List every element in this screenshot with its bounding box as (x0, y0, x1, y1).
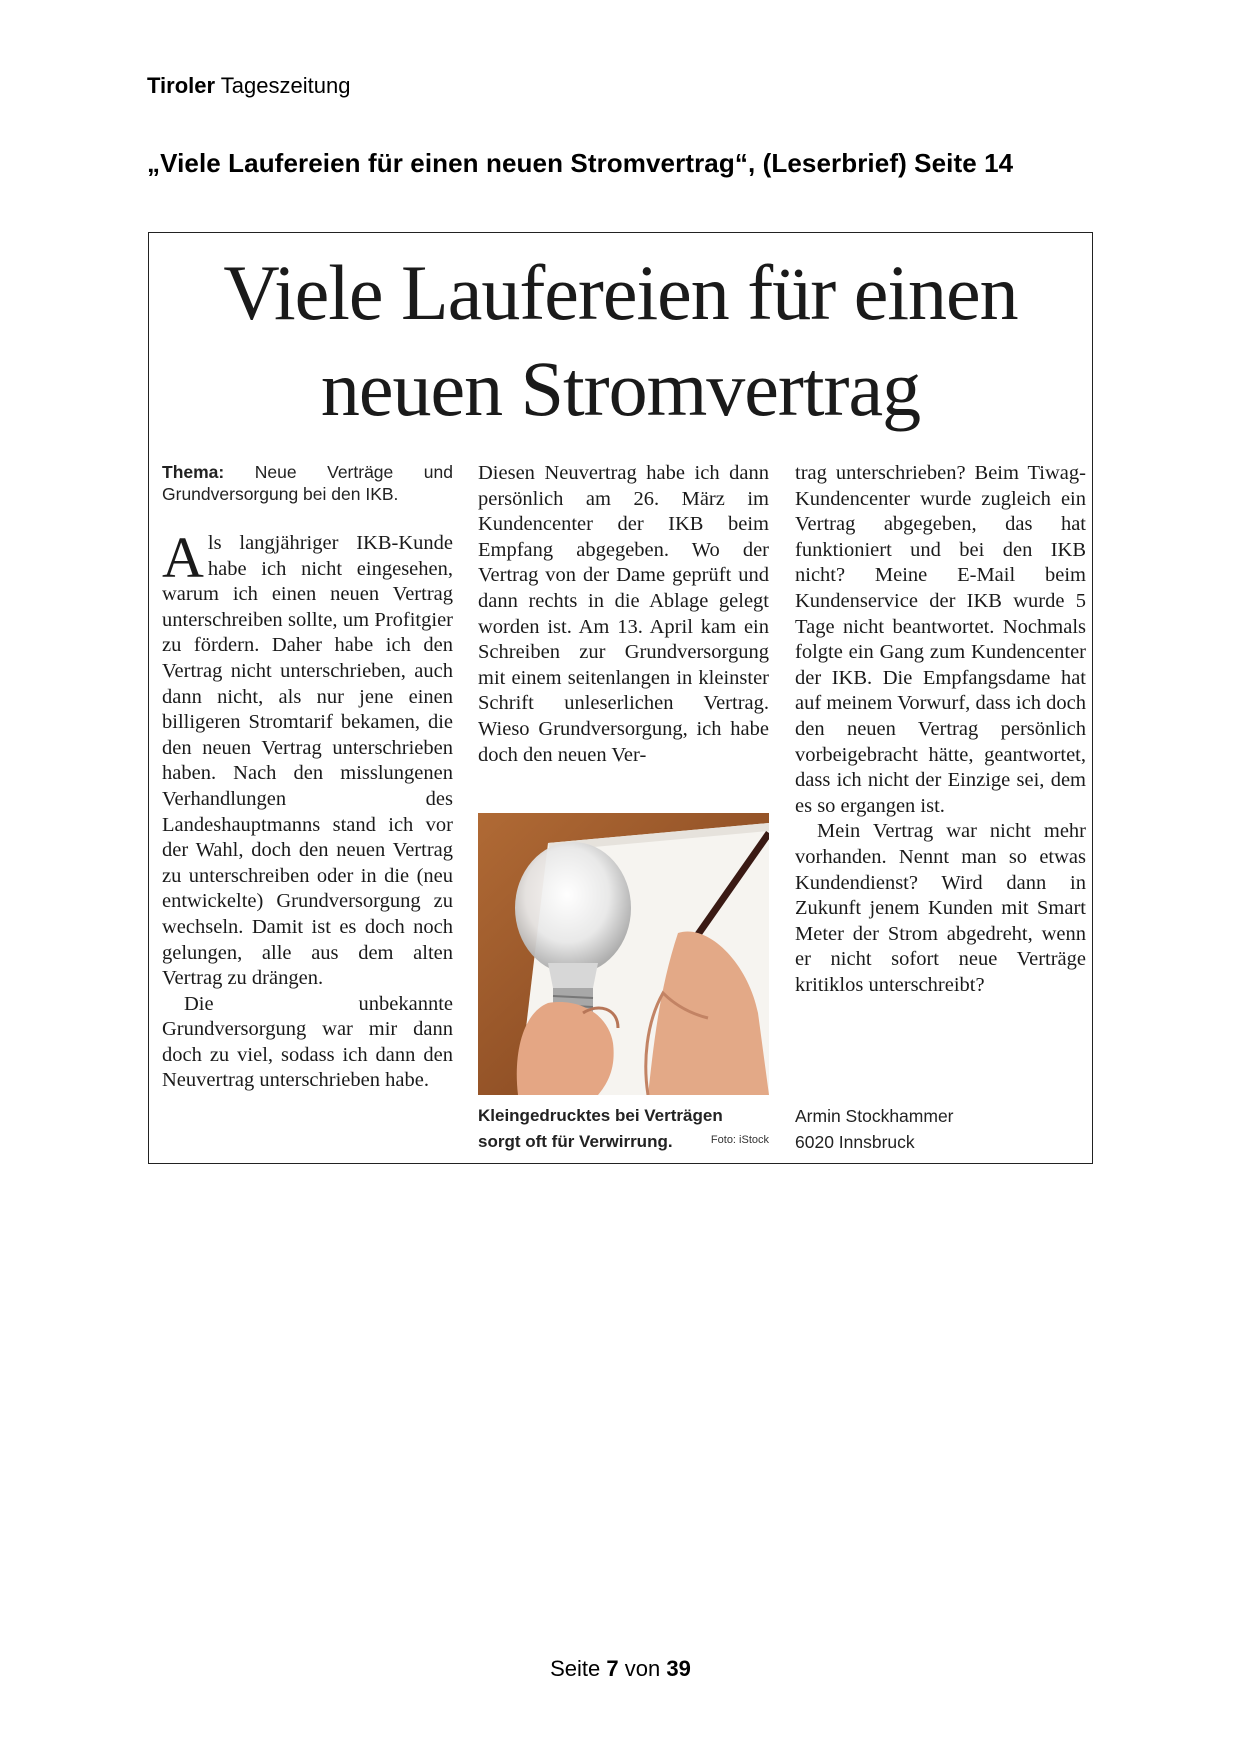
paragraph-3-part-2: trag unterschrieben? Beim Tiwag-Kundencenter wurde zugleich ein Vertrag abgegeben, das hat funktioniert und bei den IKB nicht? Meine E-Mail beim Kundenservice der IKB wurde 5 Tage nicht beantwortet. Nochmals folgte ein Gang zum Kundencenter der IKB. Die Empfangsdame hat auf meinem Vorwurf, dass ich doch den neuen Vertrag persönlich vorbeigebracht hätte, geantwortet, dass ich nicht der Einzige sei, dem es so ergangen ist. (795, 462, 1086, 817)
page-number-current: 7 (606, 1656, 619, 1681)
author-city: 6020 Innsbruck (795, 1132, 915, 1152)
publication-name-regular: Tageszeitung (220, 73, 351, 98)
page-number-prefix: Seite (550, 1656, 601, 1681)
article-title-line-2: neuen Stromvertrag (320, 345, 921, 432)
thema-text: Neue Verträge und Grundversorgung bei den IKB. (162, 462, 453, 504)
article-column-1 (162, 461, 453, 1094)
paragraph-1 (162, 525, 453, 992)
author-signature (795, 1103, 1086, 1155)
newspaper-clipping (148, 232, 1093, 1164)
paragraph-2: Die unbekannte Grundversorgung war mir dann doch zu viel, sodass ich dann den Neuvertrag unterschrieben habe. (162, 992, 453, 1092)
publication-name (147, 73, 350, 99)
thema-label: Thema: (162, 462, 225, 482)
page-number-middle: von (624, 1656, 661, 1681)
paragraph-3-part-1: Diesen Neuvertrag habe ich dann persönlich am 26. März im Kundencenter der IKB beim Empfang abgegeben. Wo der Vertrag von der Dame geprüft und dann rechts in die Ablage gelegt worden ist. Am 13. April kam ein Schreiben zur Grundversorgung mit einem seitenlangen in kleinster Schrift unleserlichen Vertrag. Wieso Grundversorgung, ich habe doch den neuen Ver- (478, 462, 769, 766)
author-name: Armin Stockhammer (795, 1106, 954, 1126)
article-reference-headline: „Viele Laufereien für einen neuen Stromvertrag“, (Leserbrief) Seite 14 (147, 148, 1014, 178)
article-column-3 (795, 461, 1086, 998)
photo-caption-text: Kleingedrucktes bei Verträgen sorgt oft für Verwirrung. (478, 1106, 723, 1151)
article-column-2 (478, 461, 769, 768)
page-number (0, 1656, 1241, 1682)
photo-credit: Foto: iStock (710, 1134, 769, 1146)
drop-cap: A (162, 525, 204, 590)
publication-name-bold: Tiroler (147, 73, 216, 98)
article-title (149, 245, 1092, 437)
page-number-total: 39 (666, 1656, 691, 1681)
article-title-line-1: Viele Laufereien für einen (223, 249, 1018, 336)
paragraph-1-text: ls langjähriger IKB-Kunde habe ich nicht eingesehen, warum ich einen neuen Vertrag unterschreiben sollte, um Profitgier zu fördern. Daher habe ich den Vertrag nicht unterschrieben, auch dann nicht, als nur jene einen billigeren Stromtarif bekamen, die den neuen Vertrag unterschrieben haben. Nach den misslungenen Verhandlungen des Landeshauptmanns stand ich vor der Wahl, doch den neuen Vertrag zu unterschreiben oder in die (neu entwickelte) Grundversorgung zu wechseln. Damit ist es doch noch gelungen, alle aus dem alten Vertrag zu drängen. (162, 532, 453, 990)
lightbulb-photo-image (478, 813, 769, 1095)
photo-caption (478, 1103, 769, 1155)
paragraph-4: Mein Vertrag war nicht mehr vorhanden. Nennt man so etwas Kundendienst? Wird dann in Zukunft jenem Kunden mit Smart Meter der Strom abgedreht, wenn er nicht sofort neue Verträge kritiklos unterschreibt? (795, 820, 1086, 996)
thema-line (162, 461, 453, 505)
lightbulb-photo (478, 813, 769, 1095)
